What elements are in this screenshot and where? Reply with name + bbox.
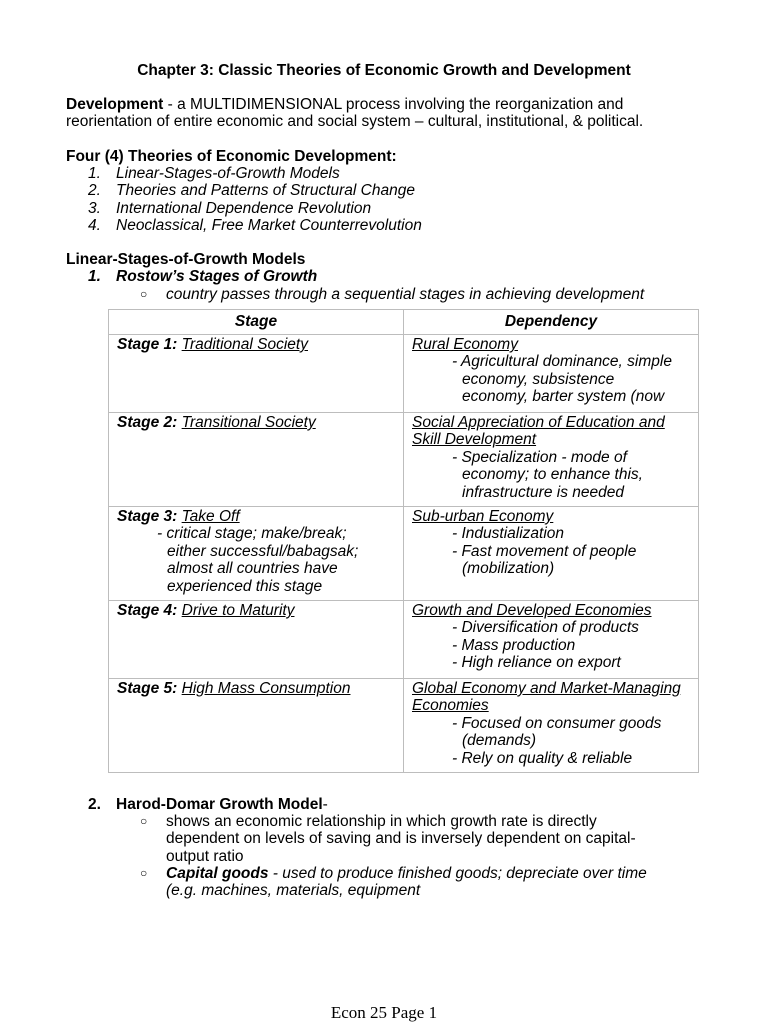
dependency-detail-line: - Rely on quality & reliable bbox=[452, 749, 633, 767]
stage-name: Traditional Society bbox=[181, 336, 308, 353]
dependency-title-line: Global Economy and Market-Managing bbox=[412, 680, 681, 697]
bullet-icon: ○ bbox=[140, 866, 148, 880]
theory-number: 4. bbox=[88, 217, 101, 235]
four-theories-list bbox=[88, 165, 422, 235]
stage-label: Stage 3: bbox=[117, 508, 178, 525]
capital-goods-definition: - used to produce finished goods; depreciate over time bbox=[268, 865, 647, 882]
stage-label: Stage 5: bbox=[117, 680, 178, 697]
harod-dash: - bbox=[322, 796, 328, 813]
stage-name: Transitional Society bbox=[181, 414, 316, 431]
harod-bullet-2 bbox=[140, 865, 647, 900]
development-definition-line1: - a MULTIDIMENSIONAL process involving the reorganization and bbox=[163, 96, 624, 113]
rostow-bullet-text: country passes through a sequential stages in achieving development bbox=[166, 286, 645, 303]
harod-title: Harod-Domar Growth Model bbox=[116, 796, 323, 813]
four-theories-heading: Four (4) Theories of Economic Development: bbox=[66, 148, 397, 165]
rostow-heading bbox=[88, 268, 317, 285]
theory-list-item bbox=[88, 217, 422, 234]
stage-name: High Mass Consumption bbox=[181, 680, 351, 697]
capital-goods-examples: (e.g. machines, materials, equipment bbox=[166, 882, 421, 900]
dependency-detail-line: economy, subsistence bbox=[462, 370, 615, 388]
theory-list-item bbox=[88, 200, 422, 217]
table-row bbox=[109, 679, 699, 773]
stage-cell bbox=[109, 507, 404, 601]
theory-text: Neoclassical, Free Market Counterrevolution bbox=[116, 217, 422, 235]
dependency-title-line: Social Appreciation of Education and bbox=[412, 414, 665, 431]
rostow-title: Rostow’s Stages of Growth bbox=[116, 268, 318, 285]
stage-note-line: almost all countries have bbox=[167, 560, 338, 578]
stage-name: Take Off bbox=[181, 508, 240, 525]
theory-list-item bbox=[88, 182, 422, 199]
linear-models-heading: Linear-Stages-of-Growth Models bbox=[66, 251, 306, 268]
harod-heading bbox=[88, 796, 328, 813]
dependency-cell bbox=[404, 335, 699, 413]
dependency-cell bbox=[404, 601, 699, 679]
table-row bbox=[109, 507, 699, 601]
stage-name: Drive to Maturity bbox=[181, 602, 295, 619]
page-title: Chapter 3: Classic Theories of Economic Growth and Development bbox=[137, 62, 631, 79]
stage-label: Stage 1: bbox=[117, 336, 178, 353]
harod-bullet-1-line: shows an economic relationship in which growth rate is directly bbox=[166, 813, 597, 830]
theory-text: Linear-Stages-of-Growth Models bbox=[116, 165, 340, 182]
theory-text: Theories and Patterns of Structural Change bbox=[116, 182, 415, 200]
capital-goods-term: Capital goods bbox=[166, 865, 269, 882]
theory-text: International Dependence Revolution bbox=[116, 199, 372, 217]
stage-cell bbox=[109, 679, 404, 773]
dependency-title-line: Rural Economy bbox=[412, 336, 518, 353]
stage-label: Stage 4: bbox=[117, 602, 178, 619]
bullet-icon: ○ bbox=[140, 814, 148, 828]
rostow-bullet bbox=[140, 286, 644, 303]
dependency-detail-line: - Focused on consumer goods bbox=[452, 714, 662, 732]
table-row bbox=[109, 335, 699, 413]
harod-bullet-2-text bbox=[166, 865, 647, 900]
dependency-detail-line: (mobilization) bbox=[462, 560, 555, 578]
dependency-title-line: Economies bbox=[412, 697, 489, 715]
cut-off-text-fragment bbox=[165, 898, 645, 904]
harod-bullet-1-line: dependent on levels of saving and is inversely dependent on capital- bbox=[166, 830, 636, 848]
dependency-detail-line: - Mass production bbox=[452, 636, 576, 654]
stage-cell bbox=[109, 413, 404, 507]
dependency-cell bbox=[404, 507, 699, 601]
harod-bullet-1 bbox=[140, 813, 636, 865]
page-footer: Econ 25 Page 1 bbox=[330, 1003, 438, 1022]
dependency-detail-line: - Diversification of products bbox=[452, 619, 639, 637]
table-row bbox=[109, 601, 699, 679]
table-row bbox=[109, 413, 699, 507]
bullet-icon: ○ bbox=[140, 287, 148, 301]
table-header-stage: Stage bbox=[109, 310, 404, 335]
stage-note-line: experienced this stage bbox=[167, 577, 323, 595]
dependency-detail-line: - Agricultural dominance, simple bbox=[452, 353, 672, 371]
stage-label: Stage 2: bbox=[117, 414, 178, 431]
table-header-dependency: Dependency bbox=[404, 310, 699, 335]
development-definition bbox=[66, 96, 716, 131]
dependency-detail-line: - Specialization - mode of bbox=[452, 448, 627, 466]
stage-cell bbox=[109, 601, 404, 679]
theory-number: 1. bbox=[88, 165, 101, 182]
theory-number: 3. bbox=[88, 199, 101, 217]
dependency-detail-line: - High reliance on export bbox=[452, 654, 621, 672]
theory-list-item bbox=[88, 165, 422, 182]
development-definition-line2: reorientation of entire economic and social system – cultural, institutional, & political. bbox=[66, 113, 644, 131]
dependency-detail-line: (demands) bbox=[462, 732, 537, 750]
development-term: Development bbox=[66, 96, 164, 113]
harod-number: 2. bbox=[88, 796, 101, 813]
theory-number: 2. bbox=[88, 182, 101, 200]
dependency-detail-line: economy; to enhance this, bbox=[462, 466, 643, 484]
stage-cell bbox=[109, 335, 404, 413]
dependency-detail-line: economy, barter system (now bbox=[462, 388, 665, 406]
table-header-row bbox=[109, 310, 699, 335]
dependency-title-line: Growth and Developed Economies bbox=[412, 602, 652, 619]
dependency-detail-line: - Fast movement of people bbox=[452, 542, 637, 560]
dependency-cell bbox=[404, 413, 699, 507]
dependency-detail-line: infrastructure is needed bbox=[462, 483, 624, 501]
dependency-detail-line: - Industialization bbox=[452, 525, 565, 543]
harod-bullet-1-line: output ratio bbox=[166, 847, 244, 865]
dependency-title-line: Sub-urban Economy bbox=[412, 508, 554, 525]
dependency-title-line: Skill Development bbox=[412, 431, 537, 449]
harod-bullet-1-text bbox=[166, 813, 636, 865]
rostow-stages-table bbox=[108, 309, 699, 773]
stage-note-line: - critical stage; make/break; bbox=[157, 525, 347, 543]
dependency-cell bbox=[404, 679, 699, 773]
rostow-number: 1. bbox=[88, 268, 101, 285]
stage-note-line: either successful/babagsak; bbox=[167, 542, 359, 560]
